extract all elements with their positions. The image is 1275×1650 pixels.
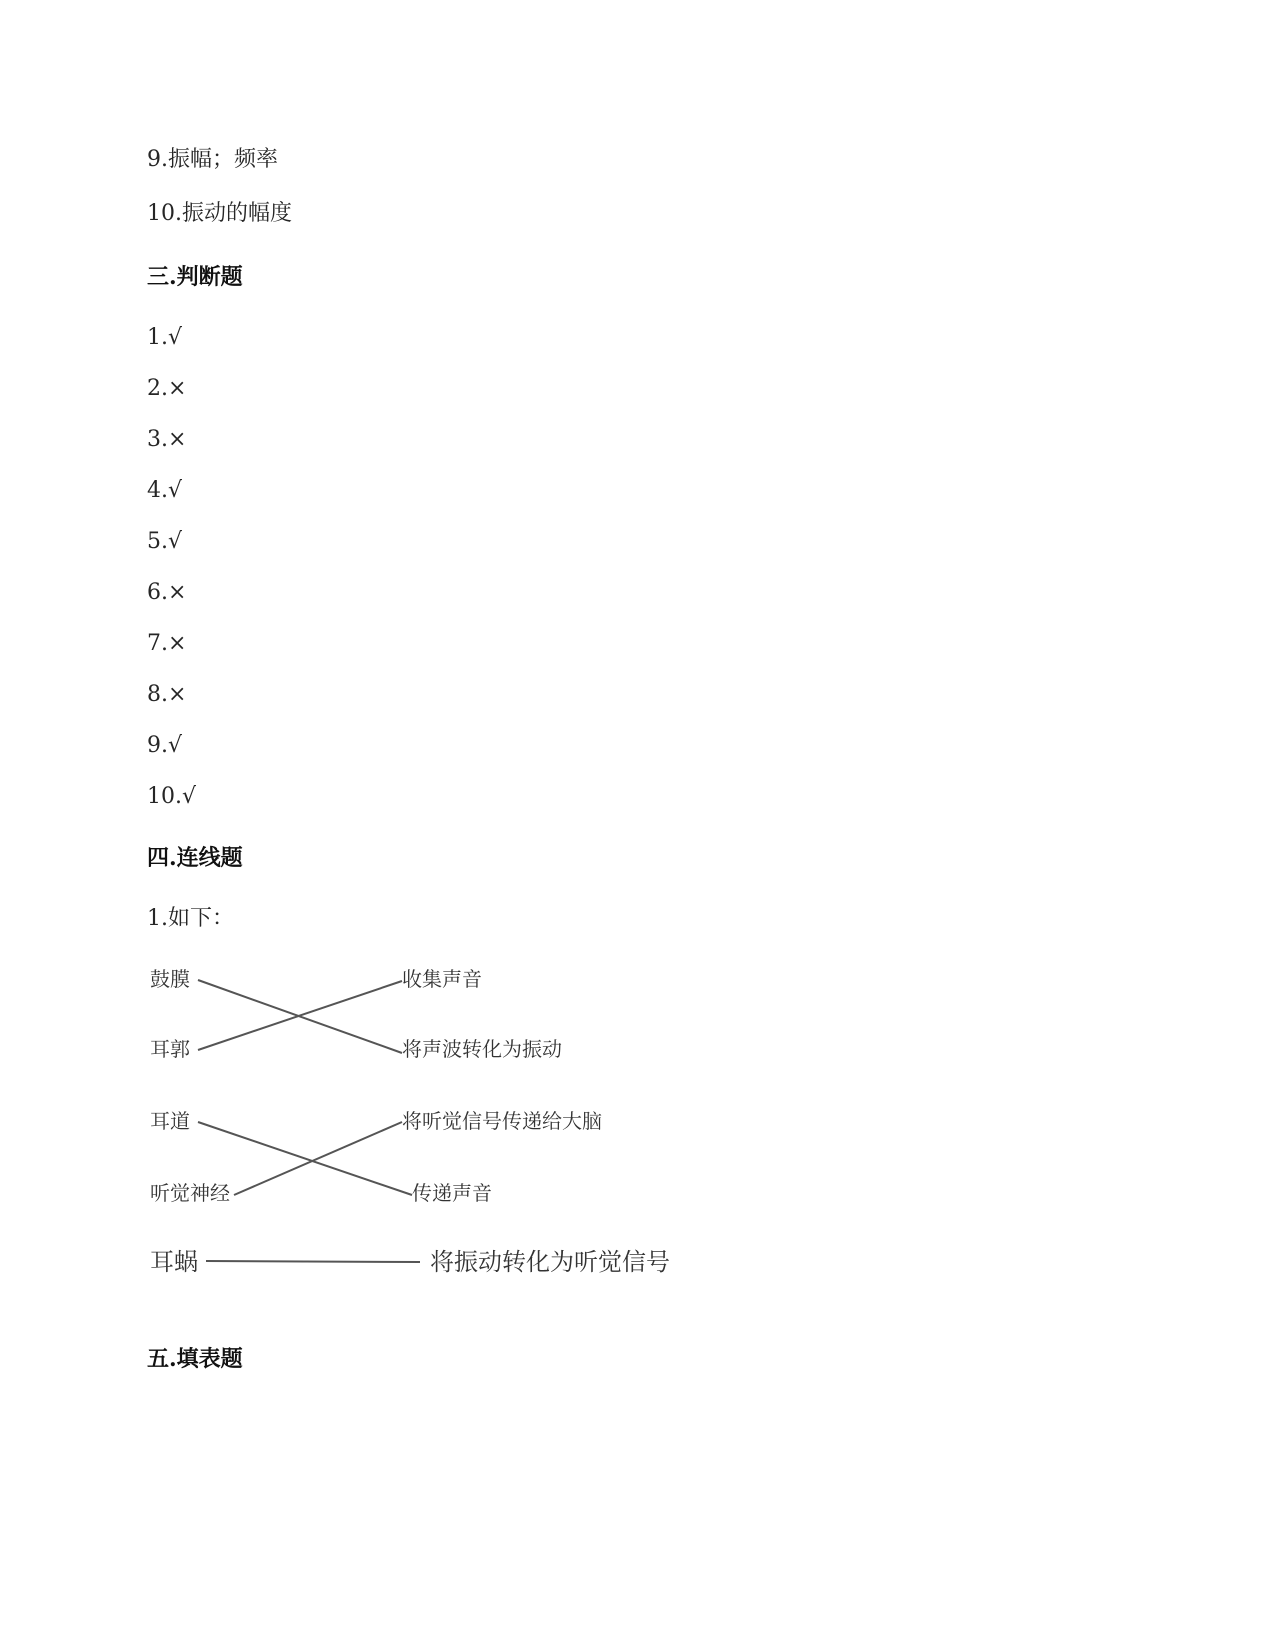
connector-cochlea bbox=[206, 1261, 420, 1262]
matching-item-label: 1.如下： bbox=[147, 906, 234, 931]
judgement-answer-7: 7.× bbox=[147, 631, 187, 656]
left-label-auditory-nerve: 听觉神经 bbox=[150, 1181, 230, 1205]
judgement-answer-1: 1.√ bbox=[147, 325, 183, 350]
section-heading-judgement: 三.判断题 bbox=[147, 264, 243, 290]
answer-line-9 bbox=[147, 146, 278, 174]
judgement-answer-5: 5.√ bbox=[147, 529, 183, 554]
right-label-wave-to-vibration: 将声波转化为振动 bbox=[402, 1037, 562, 1061]
judgement-answer-8: 8.× bbox=[147, 682, 187, 707]
left-label-ear-canal: 耳道 bbox=[150, 1109, 190, 1133]
answer-line-10 bbox=[147, 200, 292, 228]
right-label-vibration-to-signal: 将振动转化为听觉信号 bbox=[430, 1248, 670, 1276]
right-label-collect-sound: 收集声音 bbox=[402, 967, 482, 991]
section-heading-table: 五.填表题 bbox=[147, 1346, 243, 1372]
judgement-answer-3: 3.× bbox=[147, 427, 187, 452]
left-label-cochlea: 耳蜗 bbox=[150, 1248, 198, 1276]
connector-auditory-nerve bbox=[234, 1122, 402, 1195]
answer-number: 10. bbox=[147, 201, 182, 226]
judgement-answer-4: 4.√ bbox=[147, 478, 183, 503]
matching-diagram bbox=[140, 967, 740, 1338]
judgement-answer-9: 9.√ bbox=[147, 733, 183, 758]
answer-text: 振动的幅度 bbox=[182, 201, 293, 226]
right-label-signal-to-brain: 将听觉信号传递给大脑 bbox=[402, 1109, 602, 1133]
judgement-answer-6: 6.× bbox=[147, 580, 187, 605]
connector-ear-canal bbox=[198, 1122, 412, 1195]
left-label-eardrum: 鼓膜 bbox=[150, 967, 190, 991]
section-heading-matching: 四.连线题 bbox=[147, 845, 243, 871]
left-label-auricle: 耳郭 bbox=[150, 1037, 190, 1061]
answer-number: 9. bbox=[147, 147, 168, 172]
answer-text: 振幅；频率 bbox=[168, 147, 279, 172]
judgement-answer-10: 10.√ bbox=[147, 784, 197, 809]
judgement-answer-2: 2.× bbox=[147, 376, 187, 401]
right-label-transmit-sound: 传递声音 bbox=[412, 1181, 492, 1205]
